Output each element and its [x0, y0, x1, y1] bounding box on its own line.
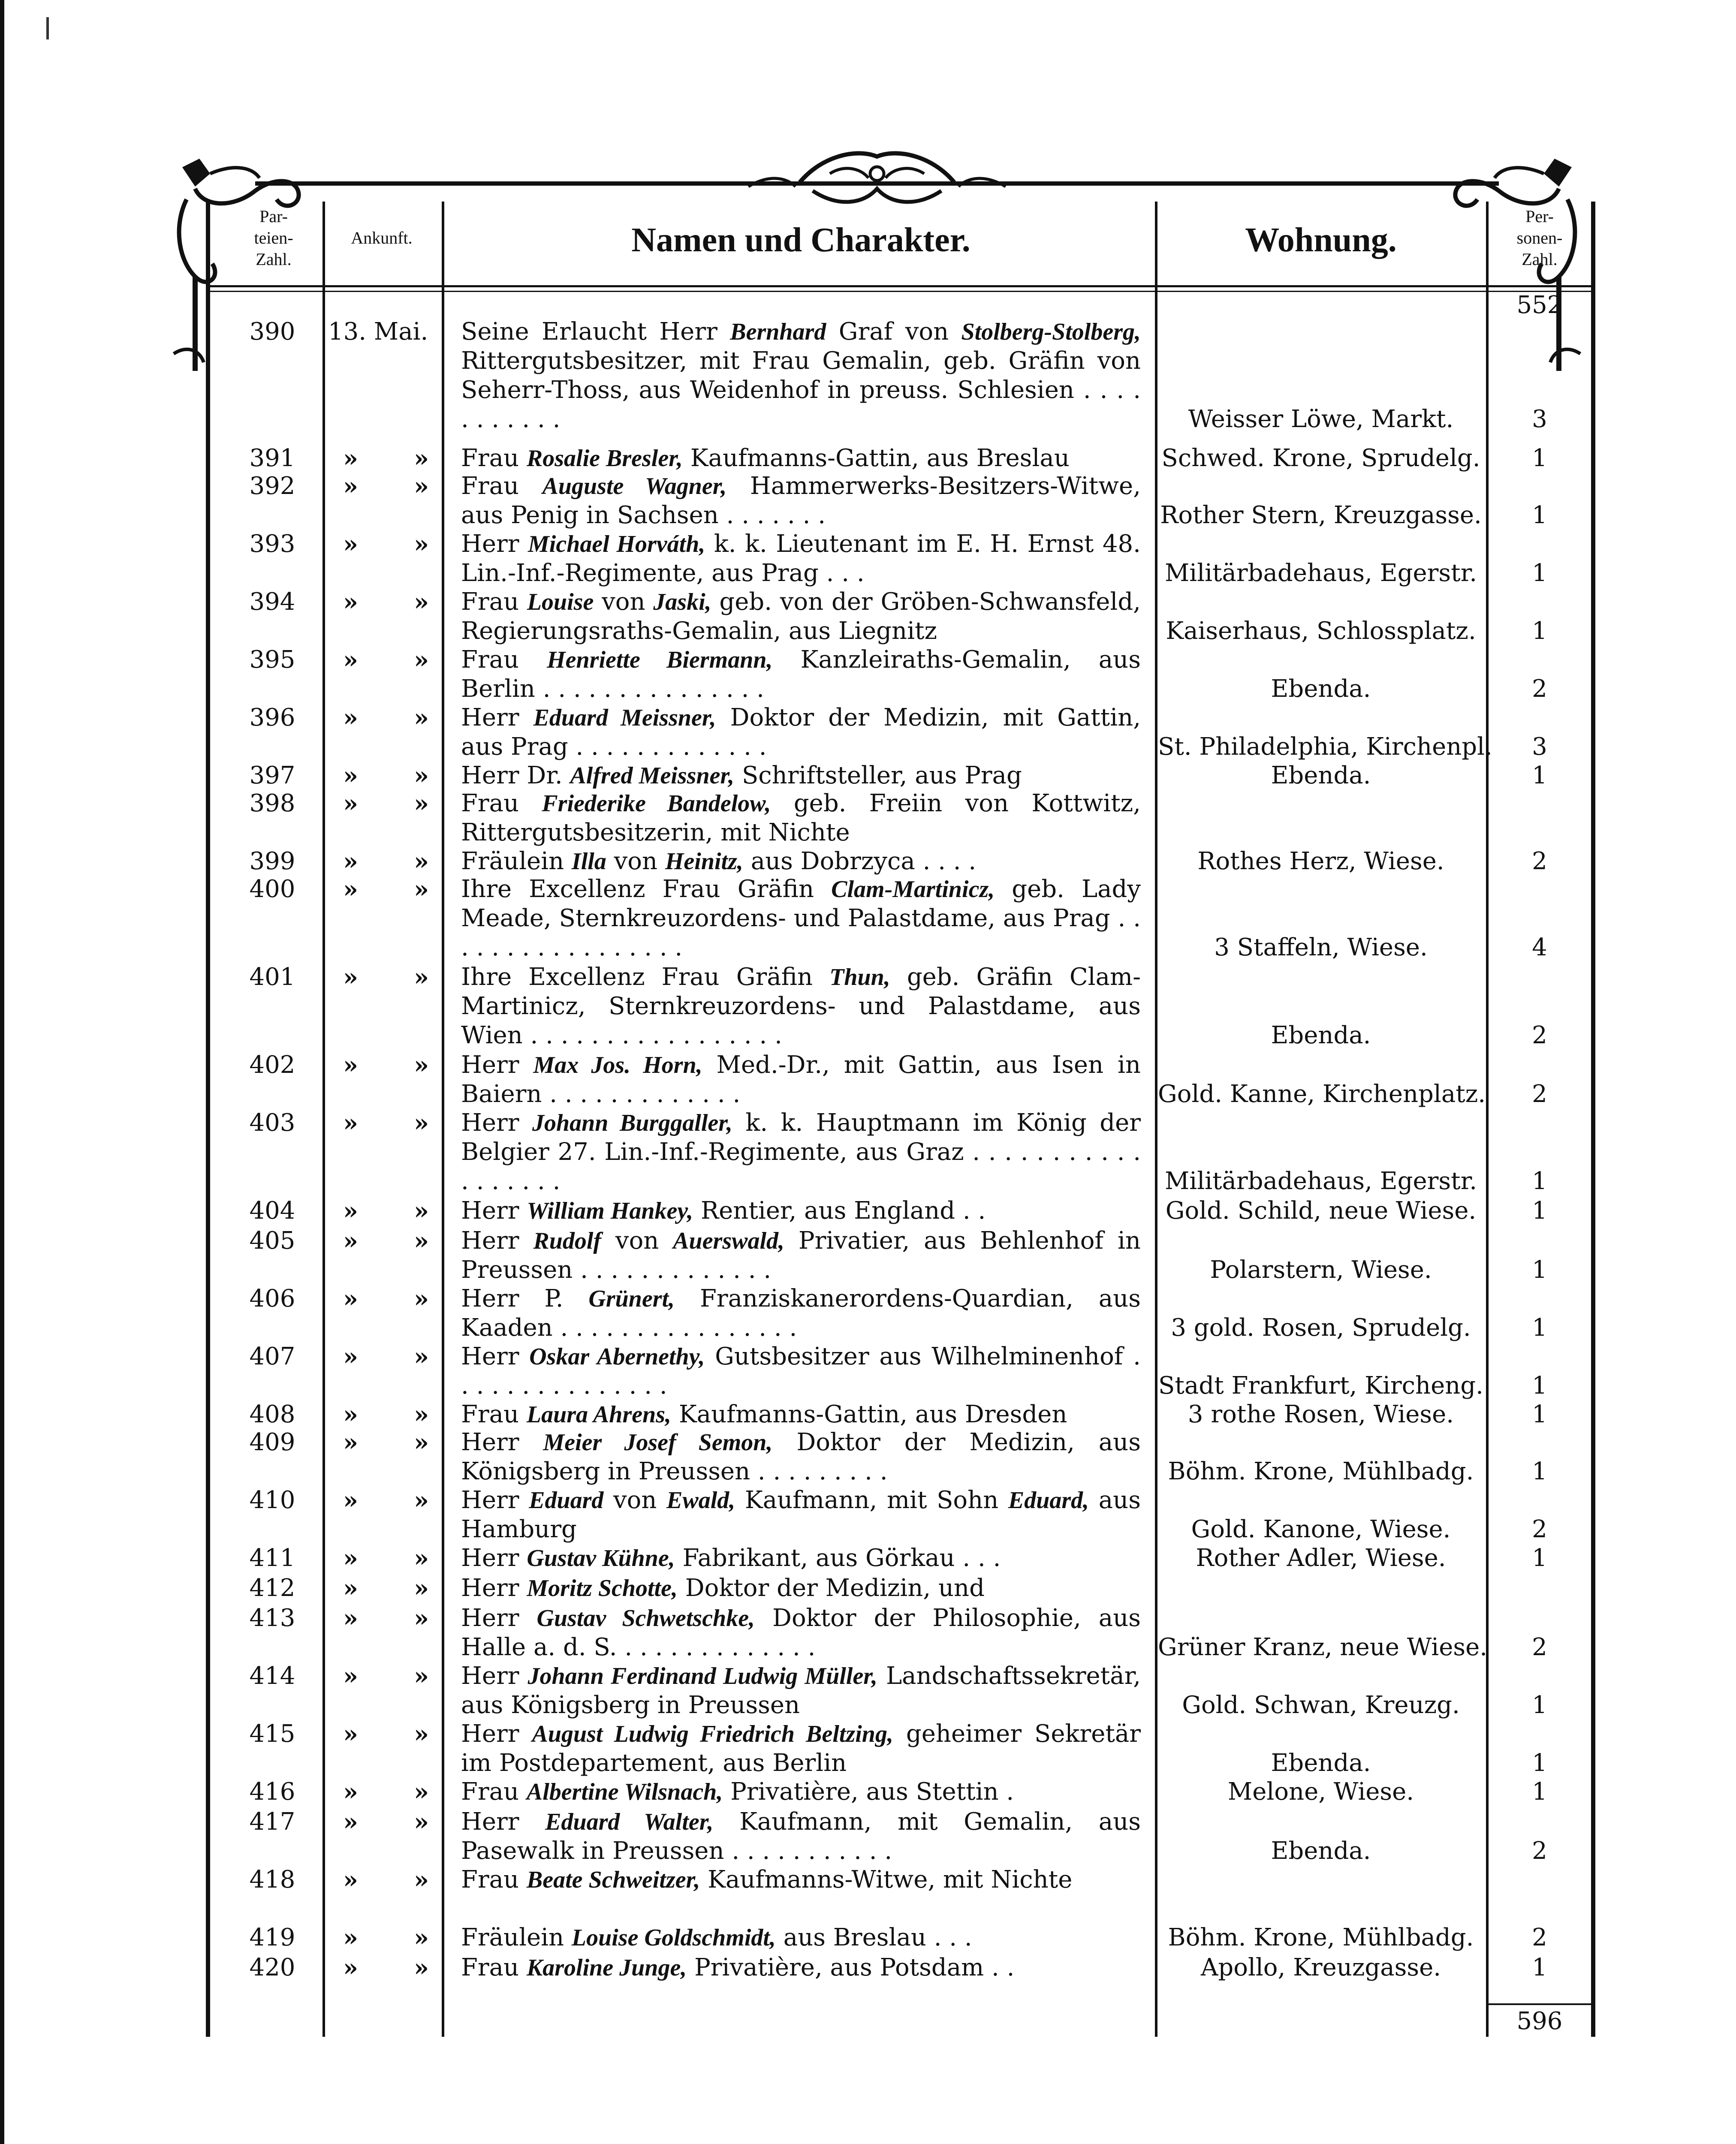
party-number: 403 [249, 1109, 295, 1137]
arrival-date: » » [343, 1197, 429, 1225]
party-number: 415 [249, 1720, 295, 1748]
guest-description: Herr Oskar Abernethy, Gutsbesitzer aus Wilhelminenhof . . . . . . . . . . . . . . . [461, 1343, 1141, 1400]
arrival-date: » » [343, 1051, 429, 1079]
residence: Ebenda. [1271, 1749, 1371, 1777]
party-number: 413 [249, 1604, 295, 1632]
arrival-date: » » [343, 1400, 429, 1429]
persons-count: 1 [1532, 1457, 1547, 1485]
persons-count: 1 [1532, 1778, 1547, 1806]
carry-over-total: 552 [1516, 291, 1563, 319]
party-number: 395 [249, 646, 295, 674]
persons-count: 1 [1532, 1691, 1547, 1719]
residence: Schwed. Krone, Sprudelg. [1161, 444, 1480, 472]
party-number: 417 [249, 1808, 295, 1836]
persons-count: 4 [1532, 933, 1547, 961]
arrival-date: » » [343, 472, 429, 500]
guest-description: Herr Eduard von Ewald, Kaufmann, mit Sohn Eduard, aus Hamburg [461, 1486, 1141, 1543]
col-header-residence: Wohnung. [1245, 221, 1397, 259]
residence: Apollo, Kreuzgasse. [1200, 1954, 1441, 1981]
party-number: 408 [249, 1400, 295, 1428]
guest-description: Herr Moritz Schotte, Doktor der Medizin, und [461, 1574, 985, 1602]
persons-count: 3 [1532, 405, 1547, 433]
party-number: 418 [249, 1866, 295, 1894]
residence: Ebenda. [1271, 675, 1371, 703]
residence: Polarstern, Wiese. [1210, 1256, 1432, 1284]
party-number: 420 [249, 1954, 295, 1981]
guest-description: Herr Max Jos. Horn, Med.-Dr., mit Gattin, aus Isen in Baiern . . . . . . . . . . . . . [461, 1051, 1141, 1108]
page-total: 596 [1516, 2007, 1563, 2035]
residence: Gold. Schwan, Kreuzg. [1182, 1691, 1460, 1719]
party-number: 419 [249, 1924, 295, 1951]
party-number: 414 [249, 1662, 295, 1690]
arrival-date: » » [343, 789, 429, 818]
guest-description: Frau Beate Schweitzer, Kaufmanns-Witwe, mit Nichte [461, 1866, 1073, 1894]
persons-count: 2 [1532, 1633, 1547, 1661]
guest-description: Herr Eduard Walter, Kaufmann, mit Gemalin, aus Pasewalk in Preussen . . . . . . . . . . . [461, 1808, 1141, 1865]
residence: St. Philadelphia, Kirchenpl. [1158, 733, 1492, 761]
party-number: 406 [249, 1285, 295, 1313]
guest-description: Frau Laura Ahrens, Kaufmanns-Gattin, aus Dresden [461, 1400, 1067, 1428]
persons-count: 3 [1532, 733, 1547, 761]
party-number: 410 [249, 1486, 295, 1514]
arrival-date: » » [343, 646, 429, 674]
residence: Militärbadehaus, Egerstr. [1164, 559, 1477, 587]
arrival-date: » » [343, 1604, 429, 1632]
guest-description: Herr Meier Josef Semon, Doktor der Medizin, aus Königsberg in Preussen . . . . . . . . . [461, 1428, 1141, 1485]
residence: Ebenda. [1271, 762, 1371, 789]
arrival-date: » » [343, 1285, 429, 1313]
guest-description: Herr Rudolf von Auerswald, Privatier, aus Behlenhof in Preussen . . . . . . . . . . . . . [461, 1227, 1141, 1284]
persons-count: 2 [1532, 1837, 1547, 1865]
guest-description: Herr Dr. Alfred Meissner, Schriftsteller, aus Prag [461, 762, 1022, 789]
guest-description: Ihre Excellenz Frau Gräfin Thun, geb. Gräfin Clam-Martinicz, Sternkreuzordens- und Palastdame, aus Wien . . . . . . . . . . . . . . . . . [461, 963, 1141, 1049]
guest-description: Herr P. Grünert, Franziskanerordens-Quardian, aus Kaaden . . . . . . . . . . . . . . . . [461, 1285, 1141, 1342]
persons-count: 1 [1532, 762, 1547, 789]
guest-description: Frau Karoline Junge, Privatière, aus Potsdam . . [461, 1954, 1015, 1981]
guest-description: Frau Henriette Biermann, Kanzleiraths-Gemalin, aus Berlin . . . . . . . . . . . . . . . [461, 646, 1141, 703]
persons-count: 1 [1532, 617, 1547, 645]
party-number: 401 [249, 963, 295, 991]
party-number: 412 [249, 1574, 295, 1602]
arrival-date: » » [343, 1720, 429, 1748]
guest-description: Herr Eduard Meissner, Doktor der Medizin, mit Gattin, aus Prag . . . . . . . . . . . . . [461, 704, 1141, 761]
arrival-date: » » [343, 762, 429, 790]
guest-description: Fräulein Louise Goldschmidt, aus Breslau . . . [461, 1924, 972, 1951]
party-number: 391 [249, 444, 295, 472]
persons-count: 2 [1532, 1515, 1547, 1543]
persons-count: 2 [1532, 1021, 1547, 1049]
persons-count: 1 [1532, 1314, 1547, 1342]
persons-count: 1 [1532, 1544, 1547, 1572]
residence: 3 gold. Rosen, Sprudelg. [1171, 1314, 1471, 1342]
residence: 3 rothe Rosen, Wiese. [1187, 1400, 1454, 1428]
residence: Militärbadehaus, Egerstr. [1164, 1167, 1477, 1195]
party-number: 392 [249, 472, 295, 500]
party-number: 399 [249, 847, 295, 875]
arrival-date: » » [343, 1343, 429, 1371]
persons-count: 2 [1532, 1924, 1547, 1951]
arrival-date: » » [343, 1924, 429, 1952]
party-number: 407 [249, 1343, 295, 1370]
residence: Gold. Schild, neue Wiese. [1165, 1197, 1477, 1225]
persons-count: 1 [1532, 1197, 1547, 1225]
persons-count: 1 [1532, 444, 1547, 472]
guest-description: Herr Gustav Kühne, Fabrikant, aus Görkau . . . [461, 1544, 1001, 1572]
residence: Gold. Kanone, Wiese. [1191, 1515, 1451, 1543]
persons-count: 1 [1532, 1256, 1547, 1284]
guest-description: Herr Gustav Schwetschke, Doktor der Philosophie, aus Halle a. d. S. . . . . . . . . . . . . . [461, 1604, 1141, 1661]
party-number: 398 [249, 789, 295, 817]
guest-description: Frau Friederike Bandelow, geb. Freiin von Kottwitz, Rittergutsbesitzerin, mit Nichte [461, 789, 1141, 846]
persons-count: 1 [1532, 501, 1547, 529]
party-number: 409 [249, 1428, 295, 1456]
residence: Weisser Löwe, Markt. [1188, 405, 1454, 433]
arrival-date: » » [343, 1109, 429, 1137]
col-header-arrival: Ankunft. [351, 228, 413, 247]
guest-description: Herr William Hankey, Rentier, aus England . . [461, 1197, 986, 1225]
party-number: 402 [249, 1051, 295, 1079]
guest-description: Herr Michael Horváth, k. k. Lieutenant im E. H. Ernst 48. Lin.-Inf.-Regimente, aus Prag . . . [461, 530, 1141, 587]
party-number: 400 [249, 875, 295, 903]
residence: Ebenda. [1271, 1837, 1371, 1865]
arrival-date: » » [343, 444, 429, 473]
party-number: 405 [249, 1227, 295, 1255]
persons-count: 1 [1532, 559, 1547, 587]
arrival-date: » » [343, 1662, 429, 1690]
party-number: 396 [249, 704, 295, 732]
guest-description: Frau Albertine Wilsnach, Privatière, aus Stettin . [461, 1778, 1014, 1806]
arrival-date: » » [343, 588, 429, 616]
residence: Rother Adler, Wiese. [1196, 1544, 1446, 1572]
arrival-date: » » [343, 1778, 429, 1806]
residence: Rother Stern, Kreuzgasse. [1160, 501, 1482, 529]
party-number: 390 [249, 318, 295, 346]
party-number: 393 [249, 530, 295, 558]
arrival-date: » » [343, 1808, 429, 1836]
residence: Kaiserhaus, Schlossplatz. [1166, 617, 1476, 645]
arrival-date: » » [343, 847, 429, 876]
guest-description: Ihre Excellenz Frau Gräfin Clam-Martinicz, geb. Lady Meade, Sternkreuzordens- und Palastdame, aus Prag . . . . . . . . . . . . . . . . . [461, 875, 1141, 961]
persons-count: 1 [1532, 1954, 1547, 1981]
arrival-date: » » [343, 704, 429, 732]
arrival-date: » » [343, 1428, 429, 1457]
guest-description: Frau Auguste Wagner, Hammerwerks-Besitzers-Witwe, aus Penig in Sachsen . . . . . . . [461, 472, 1141, 529]
guest-description: Fräulein Illa von Heinitz, aus Dobrzyca . . . . [461, 847, 976, 875]
arrival-date: » » [343, 1574, 429, 1602]
persons-count: 2 [1532, 675, 1547, 703]
party-number: 397 [249, 762, 295, 789]
party-number: 416 [249, 1778, 295, 1806]
guest-description: Seine Erlaucht Herr Bernhard Graf von Stolberg-Stolberg, Rittergutsbesitzer, mit Frau Gemalin, geb. Gräfin von Seherr-Thoss, aus Weidenhof in preuss. Schlesien . . . . . . . . . . . [461, 318, 1141, 433]
residence: Rothes Herz, Wiese. [1197, 847, 1444, 875]
arrival-date: » » [343, 875, 429, 903]
col-header-persons: Per- sonen- Zahl. [1516, 207, 1563, 269]
residence: Böhm. Krone, Mühlbadg. [1168, 1924, 1474, 1951]
residence: Böhm. Krone, Mühlbadg. [1168, 1457, 1474, 1485]
guest-description: Herr Johann Ferdinand Ludwig Müller, Landschaftssekretär, aus Königsberg in Preussen [461, 1662, 1141, 1719]
residence: Melone, Wiese. [1227, 1778, 1414, 1806]
arrival-date: » » [343, 1227, 429, 1255]
party-number: 394 [249, 588, 295, 616]
persons-count: 1 [1532, 1167, 1547, 1195]
arrival-date: » » [343, 1486, 429, 1515]
col-header-names: Namen und Charakter. [631, 221, 970, 259]
persons-count: 1 [1532, 1372, 1547, 1400]
residence: Stadt Frankfurt, Kircheng. [1158, 1372, 1483, 1400]
arrival-date: 13. Mai. [328, 318, 428, 346]
arrival-date: » » [343, 1954, 429, 1982]
persons-count: 1 [1532, 1400, 1547, 1428]
arrival-date: » » [343, 1544, 429, 1572]
col-header-party-number: Par- teien- Zahl. [254, 207, 293, 269]
party-number: 404 [249, 1197, 295, 1225]
residence: Grüner Kranz, neue Wiese. [1158, 1633, 1488, 1661]
arrival-date: » » [343, 530, 429, 558]
residence: Ebenda. [1271, 1021, 1371, 1049]
persons-count: 1 [1532, 1749, 1547, 1777]
guest-description: Frau Louise von Jaski, geb. von der Gröben-Schwansfeld, Regierungsraths-Gemalin, aus Liegnitz [461, 588, 1141, 645]
persons-count: 2 [1532, 1080, 1547, 1108]
residence: Gold. Kanne, Kirchenplatz. [1158, 1080, 1486, 1108]
arrival-date: » » [343, 963, 429, 991]
guest-description: Herr August Ludwig Friedrich Beltzing, geheimer Sekretär im Postdepartement, aus Berlin [461, 1720, 1141, 1777]
persons-count: 2 [1532, 847, 1547, 875]
guest-description: Herr Johann Burggaller, k. k. Hauptmann im König der Belgier 27. Lin.-Inf.-Regimente, aus Graz . . . . . . . . . . . . . . . . . . [461, 1109, 1141, 1195]
arrival-date: » » [343, 1866, 429, 1894]
party-number: 411 [249, 1544, 295, 1572]
guest-description: Frau Rosalie Bresler, Kaufmanns-Gattin, aus Breslau [461, 444, 1070, 472]
residence: 3 Staffeln, Wiese. [1214, 933, 1428, 961]
